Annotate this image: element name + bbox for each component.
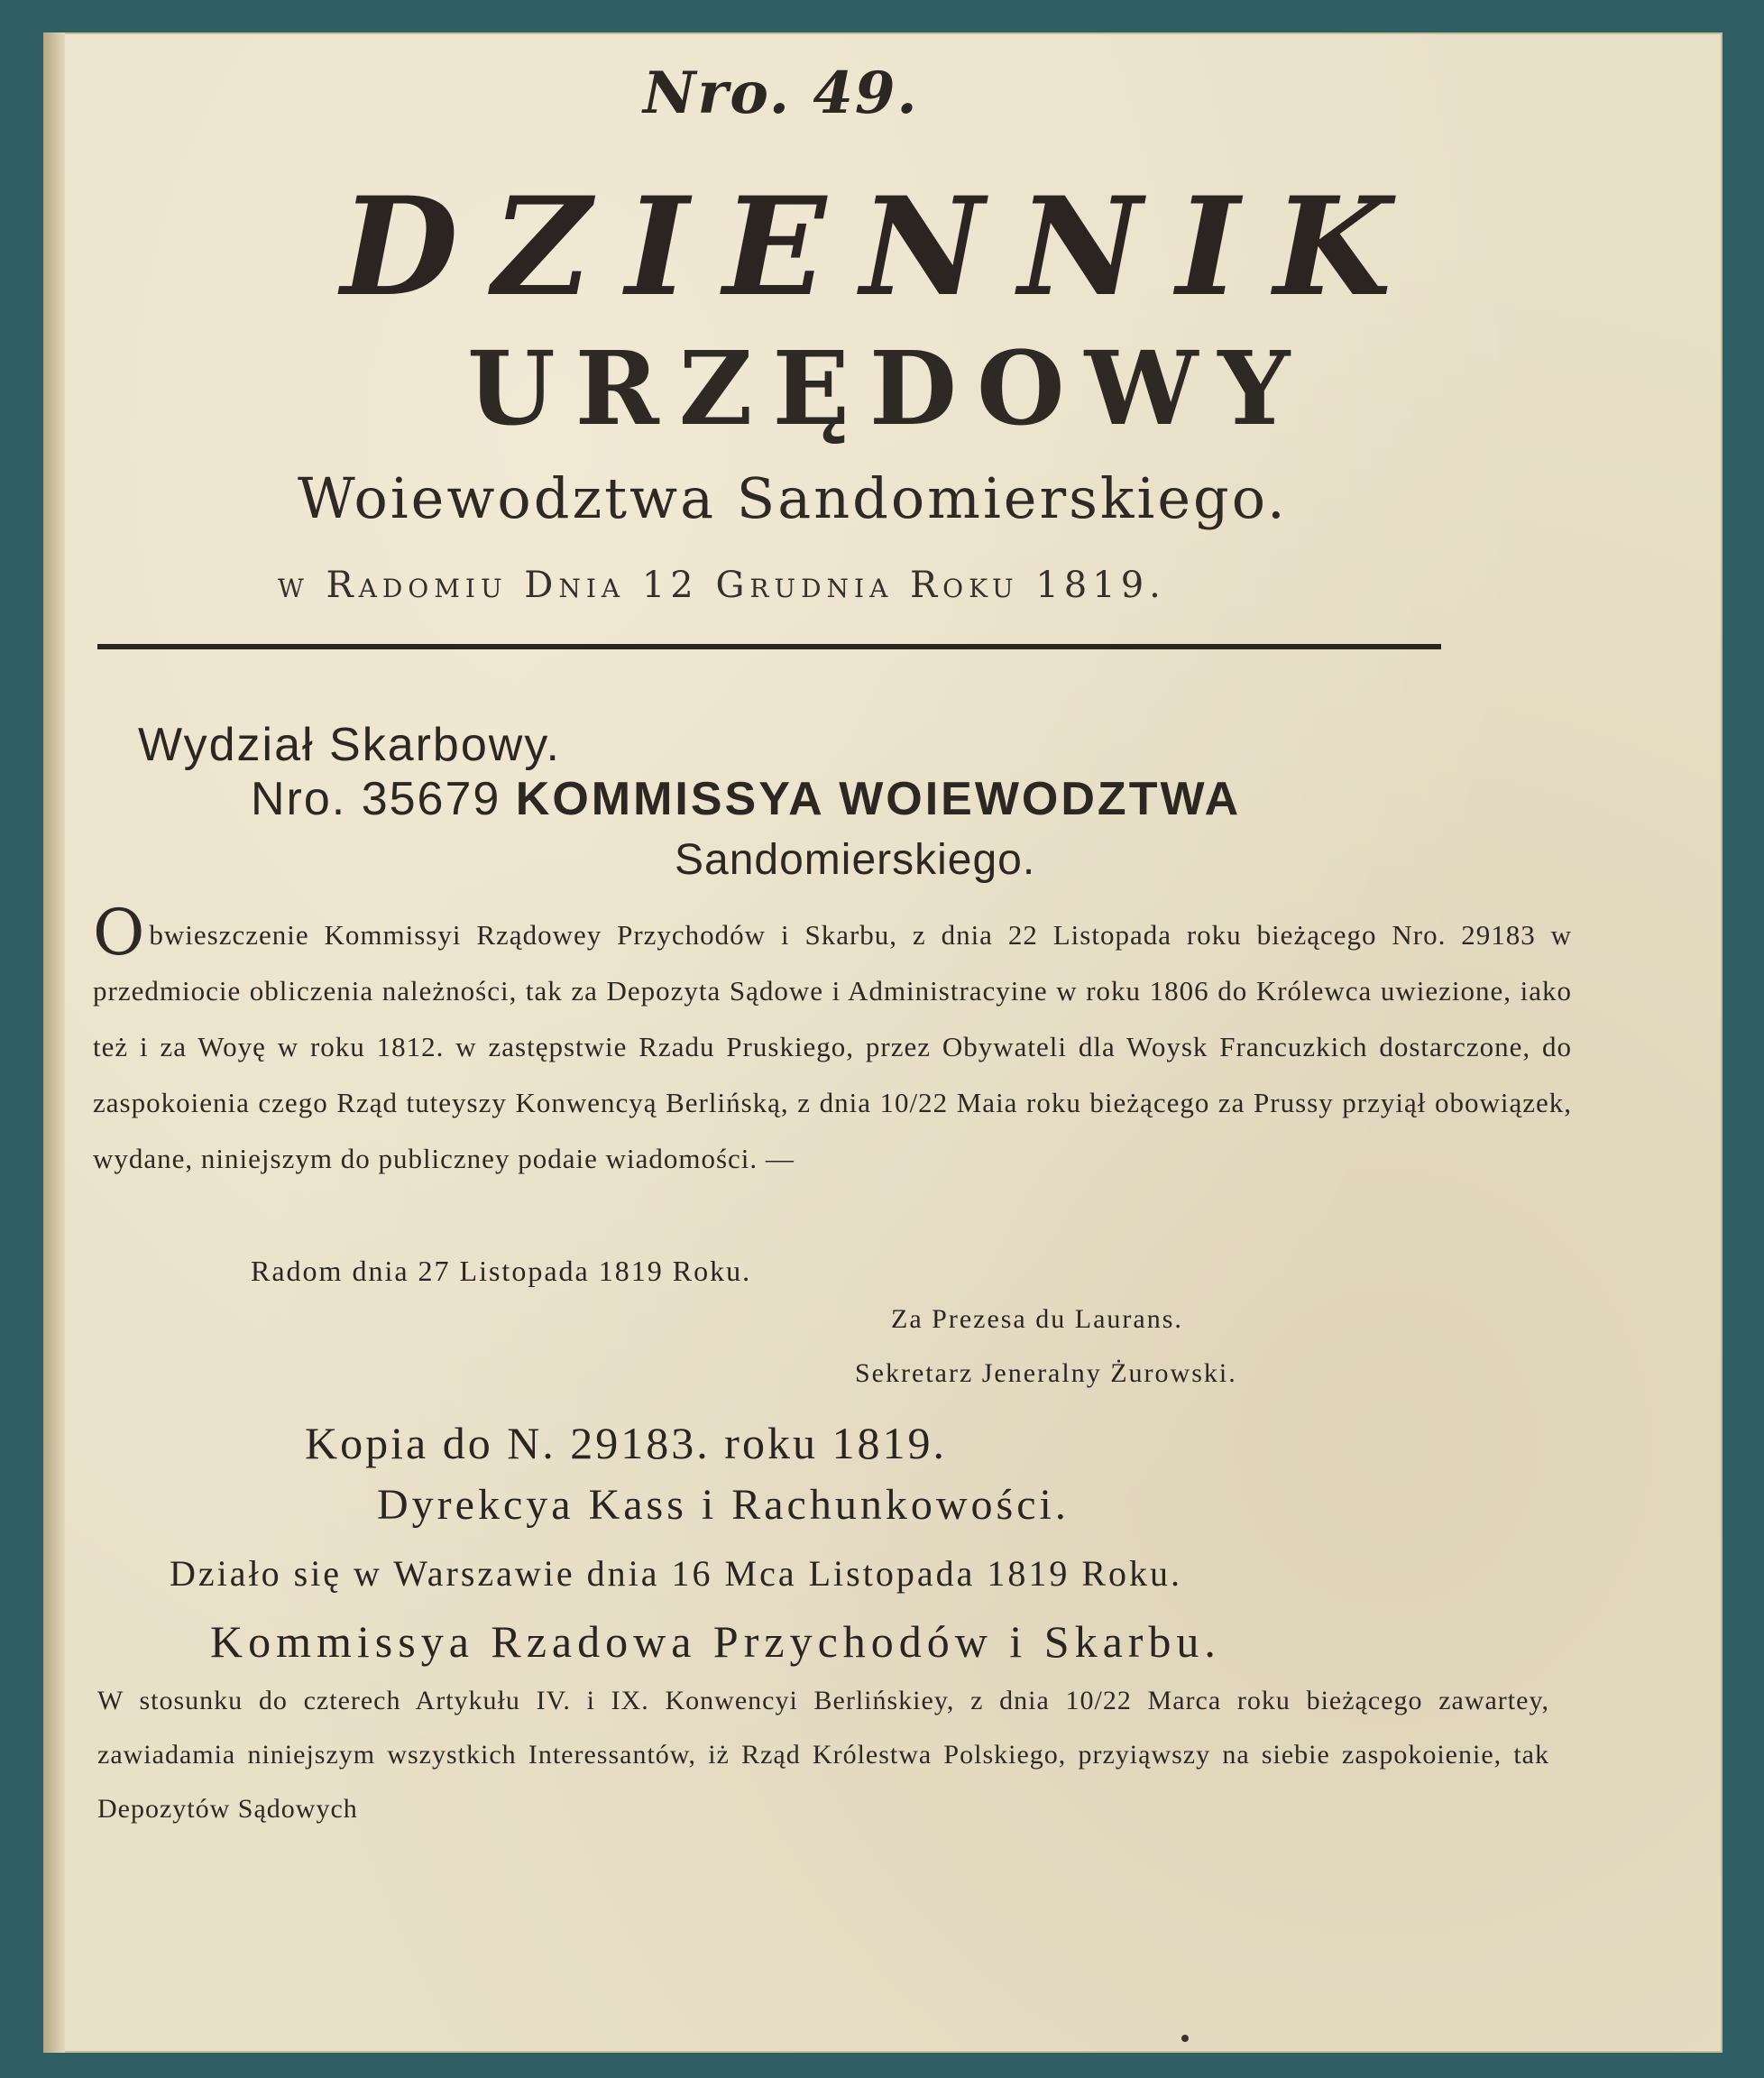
number-label: Nro. (251, 773, 347, 825)
newspaper-page (43, 32, 1723, 2053)
copy-title: Kopia do N. 29183. roku 1819. (305, 1418, 947, 1468)
commission-heading: KOMMISSYA WOIEWODZTWA (515, 773, 1242, 825)
document-number-line (251, 772, 1723, 826)
directorate-heading: Dyrekcya Kass i Rachunkowości. (377, 1481, 1070, 1529)
region-name: Woiewodztwa Sandomierskiego. (298, 465, 1288, 531)
number-value: 35679 (361, 773, 501, 825)
newspaper-subtitle: URZĘDOWY (467, 330, 1310, 448)
place-line: Działo się w Warszawie dnia 16 Mca Listopada 1819 Roku. (170, 1553, 1183, 1594)
announcement-text: bwieszczenie Kommissyi Rządowey Przychodów i Skarbu, z dnia 22 Listopada roku bieżącego Nro. 29183 w przedmiocie obliczenia należności, tak za Depozyta Sądowe i Administracyine w roku 1806 do Królewca uwiezione, iako też i za Woyę w roku 1812. w zastępstwie Rzadu Pruskiego, przez Obywateli dla Woysk Francuzkich dostarczone, do zaspokoienia czego Rząd tuteyszy Konwencyą Berlińską, z dnia 10/22 Maia roku bieżącego za Prussy przyiął obowiązek, wydane, niniejszym do publiczney podaie wiadomości. — (93, 919, 1572, 1174)
commission-subheading: Sandomierskiego. (675, 836, 1036, 884)
ink-speck (1181, 2035, 1189, 2042)
drop-cap: O (93, 896, 146, 970)
dateline: w Radomiu Dnia 12 Grudnia Roku 1819. (278, 565, 1166, 606)
page-spine (43, 32, 65, 2053)
newspaper-title: DZIENNIK (341, 168, 1426, 326)
signature-president: Za Prezesa du Laurans. (891, 1304, 1183, 1334)
header-rule (97, 644, 1441, 649)
announcement-paragraph (93, 896, 1572, 1187)
issue-number: Nro. 49. (643, 60, 919, 127)
signature-secretary: Sekretarz Jeneralny Żurowski. (855, 1358, 1237, 1388)
commission-name: Kommissya Rzadowa Przychodów i Skarbu. (210, 1616, 1221, 1667)
copy-paragraph: W stosunku do czterech Artykułu IV. i IX. Konwencyi Berlińskiey, z dnia 10/22 Marca roku bieżącego zawartey, zawiadamia niniejszym wszystkich Interessantów, iż Rząd Królestwa Polskiego, przyiąwszy na siebie zaspokoienie, tak Depozytów Sądowych (97, 1686, 1549, 1824)
department-heading: Wydział Skarbowy. (138, 719, 561, 771)
place-date: Radom dnia 27 Listopada 1819 Roku. (251, 1255, 752, 1287)
